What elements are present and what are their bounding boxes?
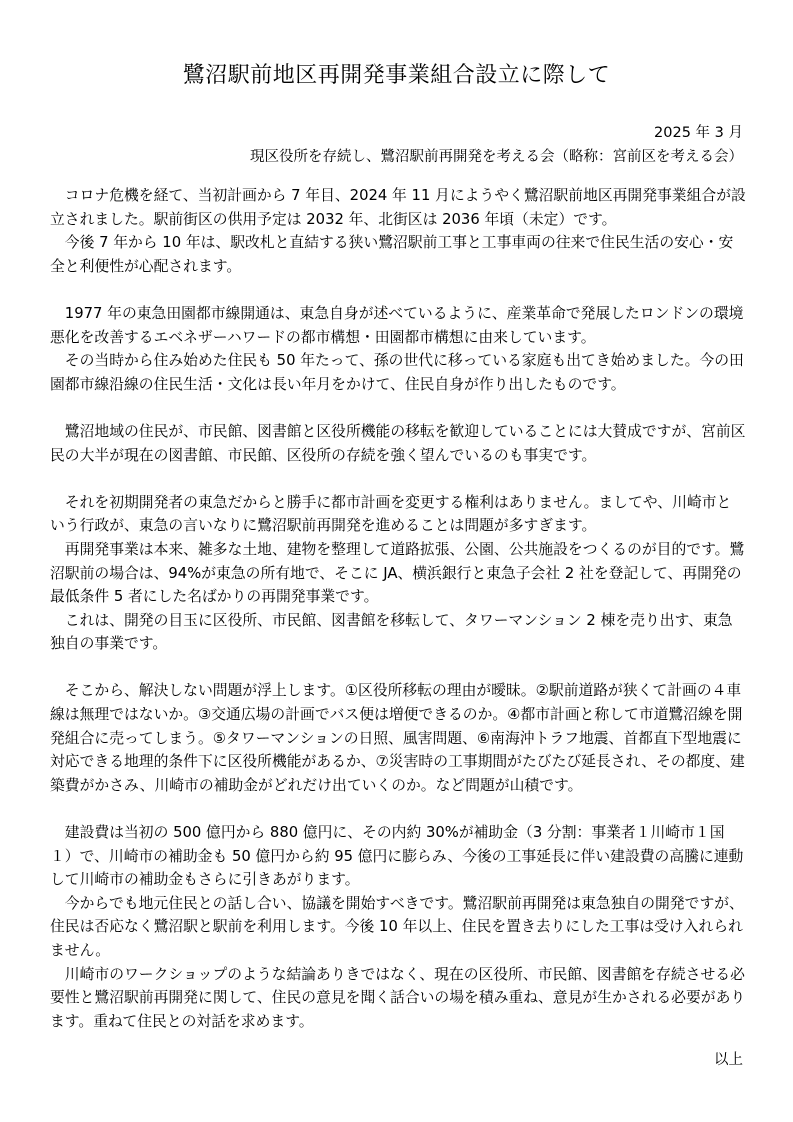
paragraph: 川崎市のワークショップのような結論ありきではなく、現在の区役所、市民館、図書館を存続させる必要性と鷺沼駅前再開発に関して、住民の意見を聞く話合いの場を積み重ね、意見が生かされる必要があります。重ねて住民との対話を求めます。: [50, 965, 746, 1030]
document-body: [50, 184, 746, 1033]
paragraph: 1977 年の東急田園都市線開通は、東急自身が述べているように、産業革命で発展したロンドンの環境悪化を改善するエベネザーハワードの都市構想・田園都市構想に由来しています。: [50, 304, 744, 346]
document-date: 2025 年 3 月: [654, 125, 743, 141]
paragraph: 今後 7 年から 10 年は、駅改札と直結する狭い鷺沼駅前工事と工事車両の往来で住民生活の安心・安全と利便性が心配されます。: [50, 234, 734, 275]
paragraph: 建設費は当初の 500 億円から 880 億円に、その内約 30%が補助金（3 分割：事業者１川崎市１国１）で、川崎市の補助金も 50 億円から約 95 億円に膨らみ、今後の工事延長に伴い建設費の高騰に連動して川崎市の補助金もさらに引きあがります。: [50, 824, 744, 889]
paragraph: 鷺沼地域の住民が、市民館、図書館と区役所機能の移転を歓迎していることには大賛成ですが、宮前区民の大半が現在の図書館、市民館、区役所の存続を強く望んでいるのも事実です。: [50, 422, 746, 464]
document-title: 鷺沼駅前地区再開発事業組合設立に際して: [182, 63, 611, 88]
paragraph: それを初期開発者の東急だからと勝手に都市計画を変更する権利はありません。ましてや、川崎市という行政が、東急の言いなりに鷺沼駅前再開発を進めることは問題が多すぎます。: [50, 493, 732, 535]
paragraph: 再開発事業は本来、雑多な土地、建物を整理して道路拡張、公園、公共施設をつくるのが目的です。鷺沼駅前の場合は、94%が東急の所有地で、そこに JA、横浜銀行と東急子会社 2 社を登記して、再開発の最低条件 5 者にした名ばかりの再開発事業です。: [50, 540, 745, 606]
paragraph: 今からでも地元住民との話し合い、協議を開始すべきです。鷺沼駅前再開発は東急独自の開発ですが、住民は否応なく鷺沼駅と駅前を利用します。今後 10 年以上、住民を置き去りにした工事は受け入れられません。: [50, 894, 744, 959]
paragraph: その当時から住み始めた住民も 50 年たって、孫の世代に移っている家庭も出てき始めました。今の田園都市線沿線の住民生活・文化は長い年月をかけて、住民自身が作り出したものです。: [50, 352, 744, 393]
paragraph: そこから、解決しない問題が浮上します。①区役所移転の理由が曖昧。②駅前道路が狭くて計画の４車線は無理ではないか。③交通広場の計画でバス便は増便できるのか。④都市計画と称して市道鷺沼線を開発組合に売ってしまう。⑤タワーマンションの日照、風害問題、⑥南海沖トラフ地震、首都直下型地震に対応できる地理的条件下に区役所機能があるか、⑦災害時の工事期間がたびたび延長され、その都度、建築費がかさみ、川崎市の補助金がどれだけ出ていくのか。など問題が山積です。: [50, 682, 745, 794]
closing-mark: 以上: [714, 1052, 743, 1068]
paragraph: コロナ危機を経て、当初計画から 7 年目、2024 年 11 月にようやく鷺沼駅前地区再開発事業組合が設立されました。駅前街区の供用予定は 2032 年、北街区は 2036 年頃（未定）です。: [50, 187, 746, 228]
paragraph: これは、開発の目玉に区役所、市民館、図書館を移転して、タワーマンション 2 棟を売り出す、東急独自の事業です。: [50, 611, 733, 653]
organization-name: 現区役所を存続し、鷺沼駅前再開発を考える会（略称：宮前区を考える会）: [250, 149, 743, 165]
